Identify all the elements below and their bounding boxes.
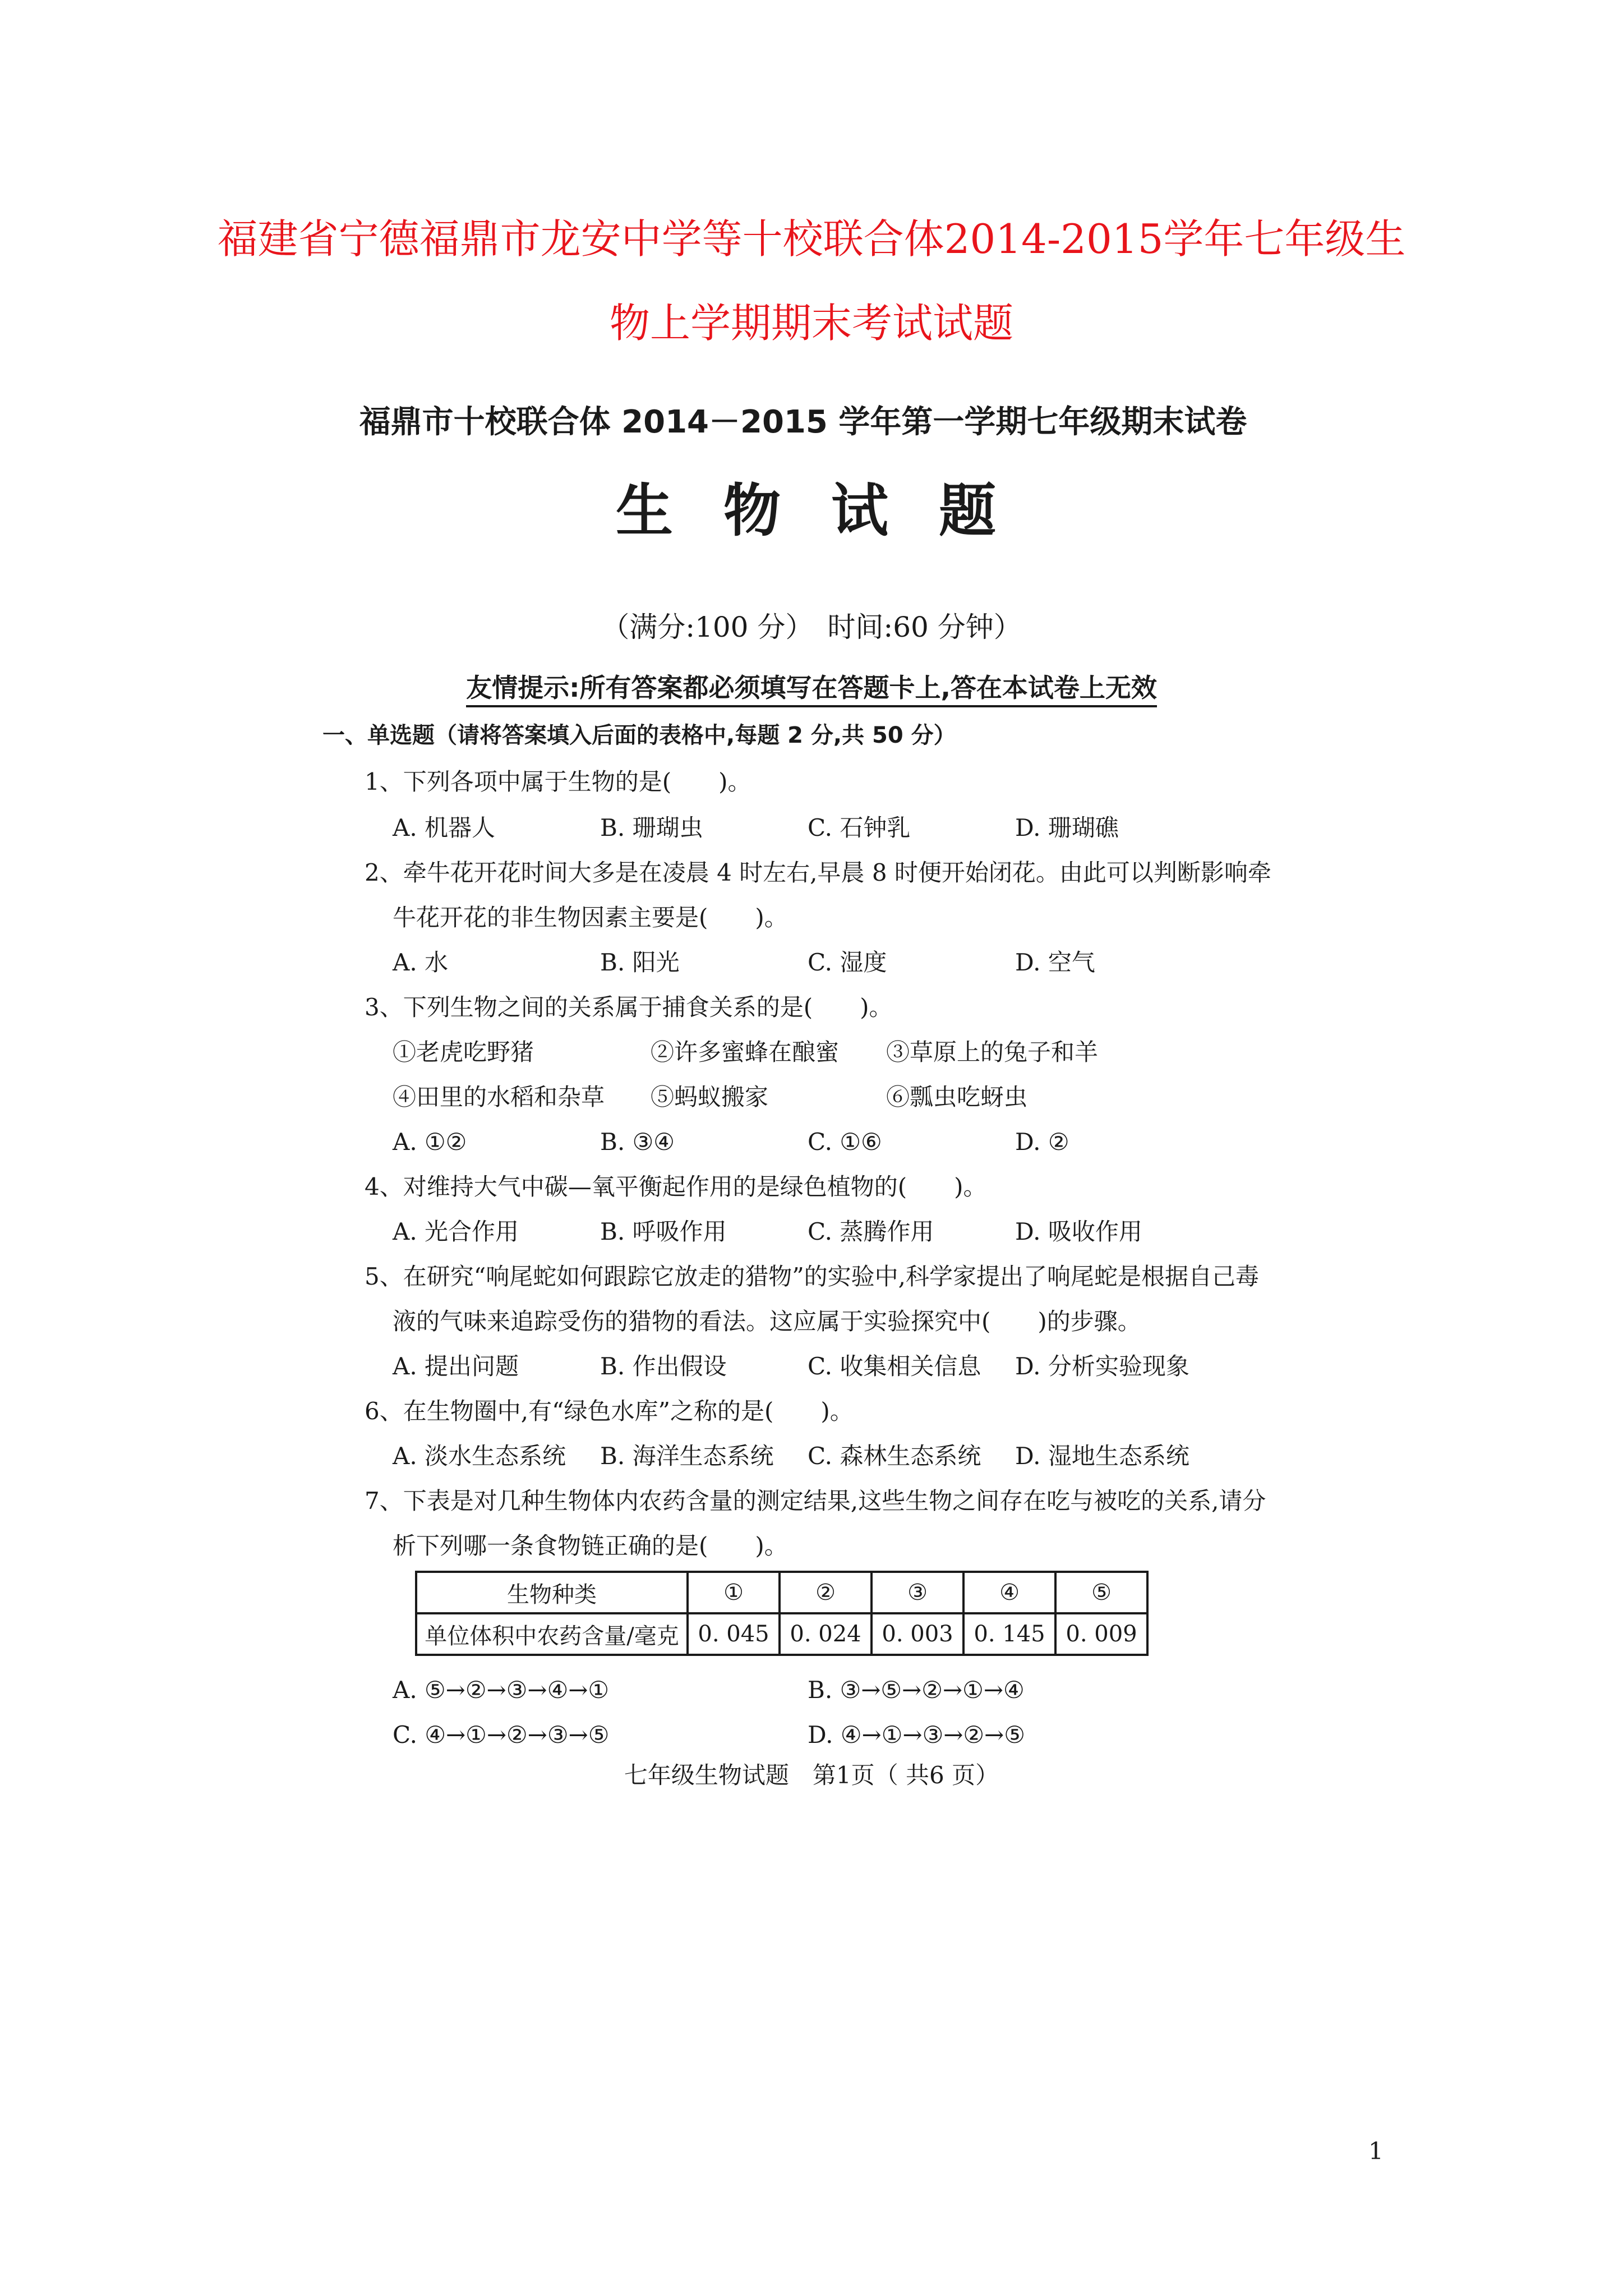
table-cell: 单位体积中农药含量/毫克 [416, 1613, 688, 1655]
table-row [416, 1613, 1147, 1655]
question-1-option-c: C. 石钟乳 [808, 814, 911, 841]
question-3-item-6: ⑥瓢虫吃蚜虫 [886, 1083, 1028, 1111]
question-7-option-c: C. ④→①→②→③→⑤ [393, 1721, 610, 1749]
question-5-option-a: A. 提出问题 [393, 1352, 519, 1380]
question-2-text-line-1: 2、牵牛花开花时间大多是在凌晨 4 时左右,早晨 8 时便开始闭花。由此可以判断影响牵 [365, 859, 1271, 886]
table-header-cell: ② [780, 1572, 872, 1613]
table-cell: 0. 009 [1055, 1613, 1147, 1655]
question-6-option-a: A. 淡水生态系统 [393, 1442, 566, 1470]
table-header-cell: ① [688, 1572, 780, 1613]
question-1-option-a: A. 机器人 [393, 814, 496, 841]
question-6-text: 6、在生物圈中,有“绿色水库”之称的是( )。 [365, 1397, 854, 1425]
question-4-option-d: D. 吸收作用 [1015, 1218, 1142, 1245]
question-3-option-c: C. ①⑥ [808, 1128, 882, 1156]
question-7-option-b: B. ③→⑤→②→①→④ [808, 1676, 1025, 1704]
question-7-text-line-2: 析下列哪一条食物链正确的是( )。 [393, 1532, 788, 1559]
table-header-cell: ⑤ [1055, 1572, 1147, 1613]
question-5-option-c: C. 收集相关信息 [808, 1352, 981, 1380]
exam-subject: 生物试题 [616, 478, 1046, 545]
question-7-option-d: D. ④→①→③→②→⑤ [808, 1721, 1025, 1749]
table-header-cell: 生物种类 [416, 1572, 688, 1613]
question-3-item-5: ⑤蚂蚁搬家 [651, 1083, 769, 1111]
question-4-option-a: A. 光合作用 [393, 1218, 519, 1245]
question-6-option-c: C. 森林生态系统 [808, 1442, 981, 1470]
table-cell: 0. 045 [688, 1613, 780, 1655]
question-7-text-line-1: 7、下表是对几种生物体内农药含量的测定结果,这些生物之间存在吃与被吃的关系,请分 [365, 1487, 1266, 1515]
exam-header: 福鼎市十校联合体 2014－2015 学年第一学期七年级期末试卷 [359, 404, 1247, 440]
question-3-option-a: A. ①② [393, 1128, 467, 1156]
question-2-option-d: D. 空气 [1015, 949, 1095, 976]
question-3-item-4: ④田里的水稻和杂草 [393, 1083, 605, 1111]
question-1-option-b: B. 珊瑚虫 [600, 814, 703, 841]
question-5-text-line-1: 5、在研究“响尾蛇如何跟踪它放走的猎物”的实验中,科学家提出了响尾蛇是根据自己毒 [365, 1263, 1260, 1290]
question-1-option-d: D. 珊瑚礁 [1015, 814, 1119, 841]
document-title-line-1: 福建省宁德福鼎市龙安中学等十校联合体2014-2015学年七年级生 [217, 215, 1406, 263]
notice [0, 668, 1623, 705]
question-2-option-b: B. 阳光 [600, 949, 680, 976]
notice-text: 友情提示:所有答案都必须填写在答题卡上,答在本试卷上无效 [466, 673, 1157, 707]
question-6-option-d: D. 湿地生态系统 [1015, 1442, 1189, 1470]
table-header-row [416, 1572, 1147, 1613]
question-3-text: 3、下列生物之间的关系属于捕食关系的是( )。 [365, 993, 893, 1021]
pesticide-table [415, 1571, 1149, 1656]
question-3-item-1: ①老虎吃野猪 [393, 1038, 534, 1066]
question-2-text-line-2: 牛花开花的非生物因素主要是( )。 [393, 904, 788, 931]
question-5-text-line-2: 液的气味来追踪受伤的猎物的看法。这应属于实验探究中( )的步骤。 [393, 1308, 1141, 1335]
table-header-cell: ③ [872, 1572, 963, 1613]
exam-meta: （满分:100 分） 时间:60 分钟） [601, 611, 1022, 643]
question-6-option-b: B. 海洋生态系统 [600, 1442, 774, 1470]
question-3-option-d: D. ② [1015, 1128, 1069, 1156]
table-cell: 0. 003 [872, 1613, 963, 1655]
question-7-option-a: A. ⑤→②→③→④→① [393, 1676, 610, 1704]
question-4-option-b: B. 呼吸作用 [600, 1218, 727, 1245]
section-heading: 一、单选题（请将答案填入后面的表格中,每题 2 分,共 50 分） [322, 723, 956, 748]
question-2-option-c: C. 湿度 [808, 949, 887, 976]
table-cell: 0. 024 [780, 1613, 872, 1655]
question-1-text: 1、下列各项中属于生物的是( )。 [365, 768, 751, 795]
page-number: 1 [1368, 2137, 1384, 2165]
question-4-text: 4、对维持大气中碳—氧平衡起作用的是绿色植物的( )。 [365, 1173, 987, 1200]
question-5-option-d: D. 分析实验现象 [1015, 1352, 1189, 1380]
document-title-line-2: 物上学期期末考试试题 [609, 300, 1013, 347]
page-footer: 七年级生物试题 第1页（ 共6 页） [624, 1761, 999, 1789]
question-3-item-3: ③草原上的兔子和羊 [886, 1038, 1099, 1066]
table-cell: 0. 145 [963, 1613, 1055, 1655]
table-header-cell: ④ [963, 1572, 1055, 1613]
question-4-option-c: C. 蒸腾作用 [808, 1218, 934, 1245]
question-5-option-b: B. 作出假设 [600, 1352, 727, 1380]
question-3-item-2: ②许多蜜蜂在酿蜜 [651, 1038, 840, 1066]
question-3-option-b: B. ③④ [600, 1128, 675, 1156]
question-2-option-a: A. 水 [393, 949, 449, 976]
